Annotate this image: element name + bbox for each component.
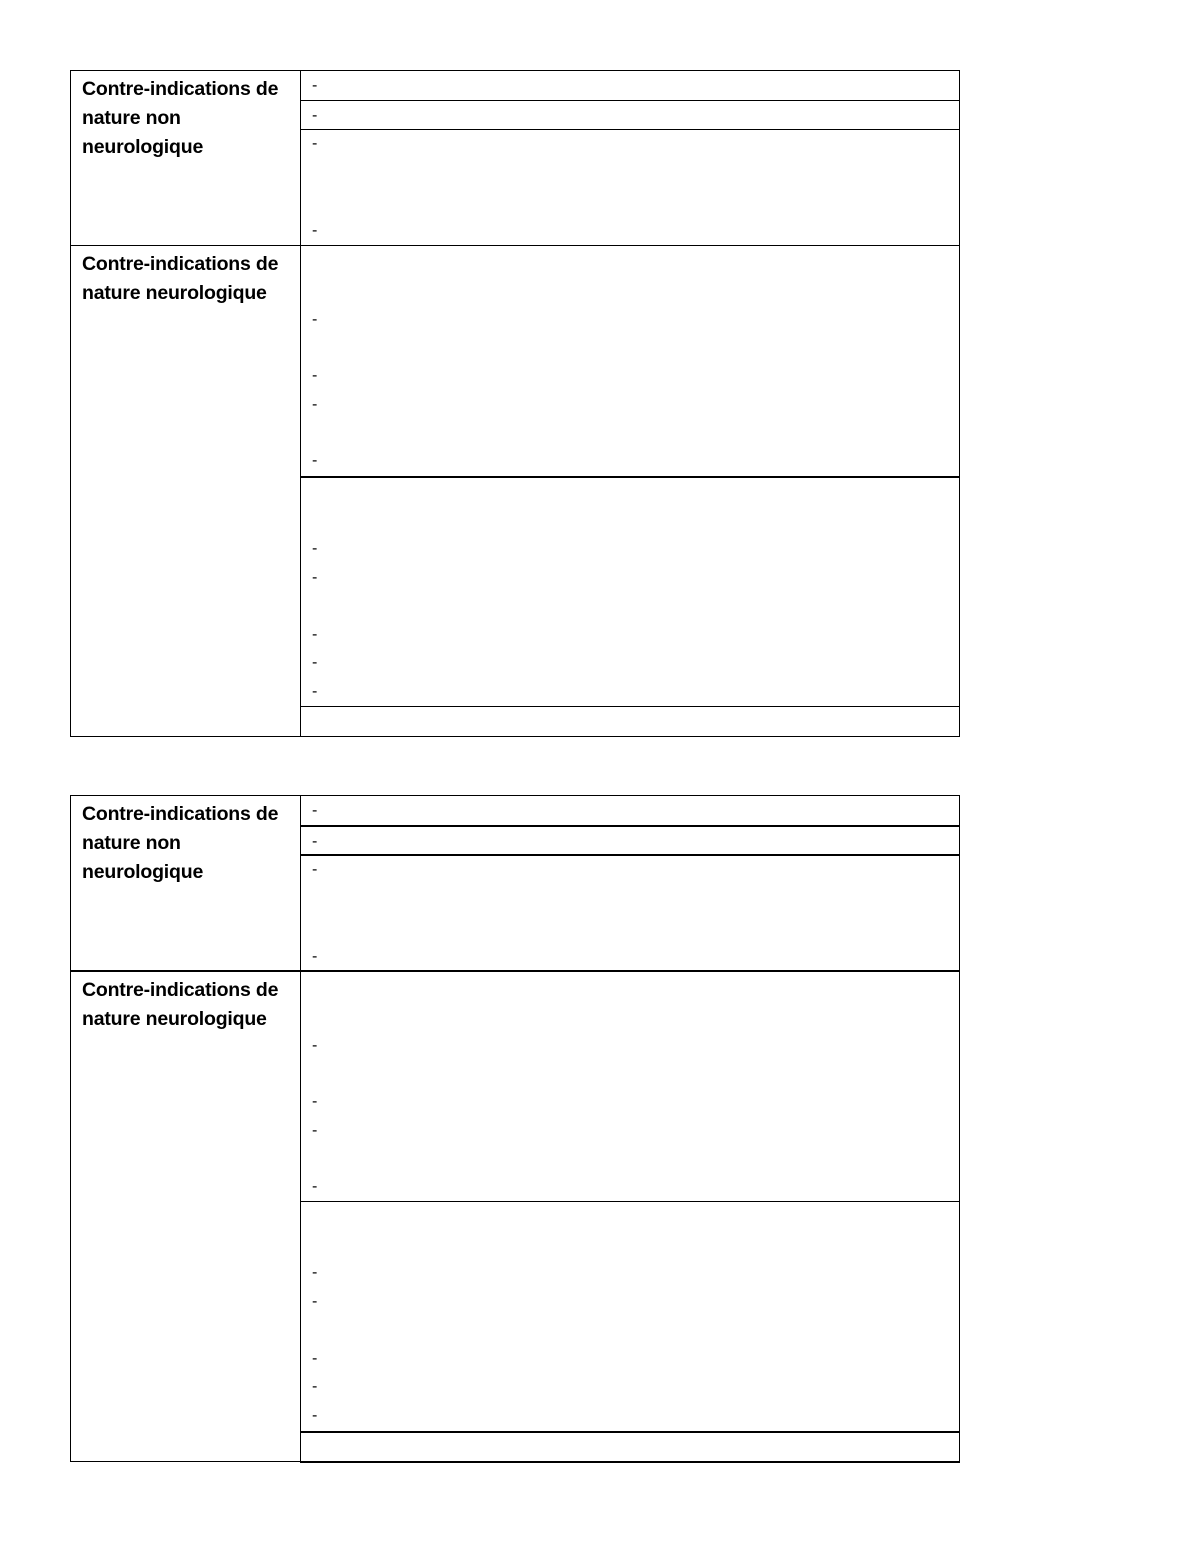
dash-item: - (312, 947, 318, 965)
dash-item: - (312, 222, 318, 239)
dash-item: - (312, 1407, 318, 1424)
dash-item: - (312, 1177, 318, 1195)
table-row-empty (301, 1432, 960, 1462)
table-row (301, 101, 960, 130)
dash-item: - (312, 625, 318, 643)
dash-item: - (312, 1264, 318, 1281)
table-row (301, 855, 960, 971)
dash-item: - (312, 1378, 318, 1395)
label-neurological: Contre-indications de nature neurologique (71, 246, 301, 737)
dash-item: - (312, 311, 318, 328)
dash-item: - (312, 539, 318, 557)
dash-item: - (312, 1036, 318, 1054)
table-row-empty (301, 707, 960, 737)
table-row (301, 130, 960, 246)
dash-item: - (312, 832, 318, 850)
dash-item: - (312, 1293, 318, 1310)
dash-item: - (312, 77, 318, 94)
dash-item: - (312, 568, 318, 586)
table-row (301, 826, 960, 855)
label-neurological: Contre-indications de nature neurologique (71, 971, 301, 1462)
table-row (301, 71, 960, 101)
table-row (301, 477, 960, 707)
table-row (301, 971, 960, 1202)
dash-item: - (312, 396, 318, 413)
table-row (301, 1202, 960, 1432)
dash-item: - (312, 1092, 318, 1110)
dash-item: - (312, 1121, 318, 1139)
table-row (301, 796, 960, 826)
dash-item: - (312, 1350, 318, 1367)
dash-item: - (312, 135, 318, 152)
contraindications-table-2 (70, 795, 960, 1463)
table-row (301, 246, 960, 477)
dash-item: - (312, 107, 318, 124)
dash-item: - (312, 452, 318, 469)
dash-item: - (312, 860, 318, 878)
label-non-neurological: Contre-indications de nature non neurologique (71, 796, 301, 971)
dash-item: - (312, 653, 318, 671)
dash-item: - (312, 802, 318, 819)
label-non-neurological: Contre-indications de nature non neurologique (71, 71, 301, 246)
dash-item: - (312, 682, 318, 700)
dash-item: - (312, 367, 318, 384)
contraindications-table-1 (70, 70, 960, 737)
